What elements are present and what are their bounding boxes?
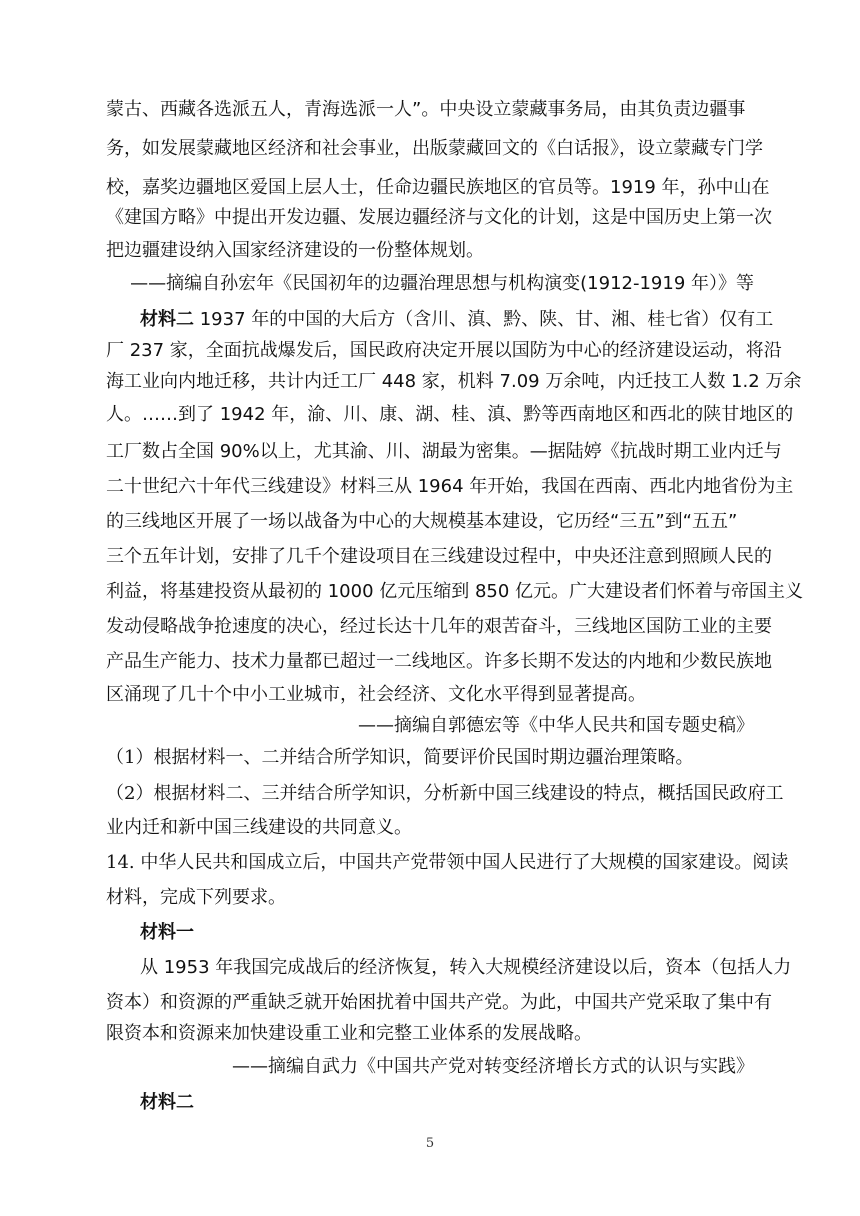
text-line: 1937 年的中国的大后方（含川、滇、黔、陕、甘、湘、桂七省）仅有工 [199,309,774,330]
text-line: 三个五年计划，安排了几千个建设项目在三线建设过程中，中央还注意到照顾人民的 [106,546,772,567]
text-line: 厂 237 家，全面抗战爆发后，国民政府决定开展以国防为中心的经济建设运动，将沿 [106,340,782,361]
question-14: 14. 中华人民共和国成立后，中国共产党带领中国人民进行了大规模的国家建设。阅读 [106,852,789,873]
text-line: 业内迁和新中国三线建设的共同意义。 [106,817,412,838]
text-line: 二十世纪六十年代三线建设》材料三从 1964 年开始，我国在西南、西北内地省份为主 [106,476,794,497]
page-number: 5 [425,1136,435,1151]
text-line: 工厂数占全国 90%以上，尤其渝、川、湖最为密集。—据陆婷《抗战时期工业内迁与 [106,441,782,462]
material-label: 材料二 [140,309,194,330]
source-citation: ——摘编自孙宏年《民国初年的边疆治理思想与机构演变(1912-1919 年）》等 [130,273,754,294]
text-line: 务，如发展蒙藏地区经济和社会事业，出版蒙藏回文的《白话报》，设立蒙藏专门学 [106,138,763,159]
text-line: 区涌现了几十个中小工业城市，社会经济、文化水平得到显著提高。 [106,684,646,705]
text-line: 限资本和资源来加快建设重工业和完整工业体系的发展战略。 [106,1023,592,1044]
material-two-heading: 材料二 [140,1092,194,1113]
text-line: 材料，完成下列要求。 [106,887,286,908]
question-2: （2）根据材料二、三并结合所学知识，分析新中国三线建设的特点，概括国民政府工 [106,783,784,804]
source-citation: ——摘编自武力《中国共产党对转变经济增长方式的认识与实践》 [232,1056,754,1077]
text-line: 从 1953 年我国完成战后的经济恢复，转入大规模经济建设以后，资本（包括人力 [140,957,792,978]
text-line: 利益，将基建投资从最初的 1000 亿元压缩到 850 亿元。广大建设者们怀着与帝国主义 [106,581,804,602]
text-line: 人。……到了 1942 年，渝、川、康、湖、桂、滇、黔等西南地区和西北的陕甘地区的 [106,404,794,425]
text-line: 发动侵略战争抢速度的决心，经过长达十几年的艰苦奋斗，三线地区国防工业的主要 [106,616,772,637]
material-one-heading: 材料一 [140,922,194,943]
text-line: 产品生产能力、技术力量都已超过一二线地区。许多长期不发达的内地和少数民族地 [106,651,772,672]
text-line: 校，嘉奖边疆地区爱国上层人士，任命边疆民族地区的官员等。1919 年，孙中山在 [106,177,770,198]
text-line: 《建国方略》中提出开发边疆、发展边疆经济与文化的计划，这是中国历史上第一次 [106,207,772,228]
question-1: （1）根据材料一、二并结合所学知识，简要评价民国时期边疆治理策略。 [106,747,694,768]
material-two-paragraph [140,308,774,332]
text-line: 的三线地区开展了一场以战备为中心的大规模基本建设，它历经“三五”到“五五” [106,511,738,532]
text-line: 资本）和资源的严重缺乏就开始困扰着中国共产党。为此，中国共产党采取了集中有 [106,992,772,1013]
text-line: 蒙古、西藏各选派五人，青海选派一人”。中央设立蒙藏事务局，由其负责边疆事 [106,99,746,120]
source-citation: ——摘编自郭德宏等《中华人民共和国专题史稿》 [358,715,754,736]
text-line: 海工业向内地迁移，共计内迁工厂 448 家，机料 7.09 万余吨，内迁技工人数 1.2 万余 [106,371,802,392]
text-line: 把边疆建设纳入国家经济建设的一份整体规划。 [106,240,484,261]
